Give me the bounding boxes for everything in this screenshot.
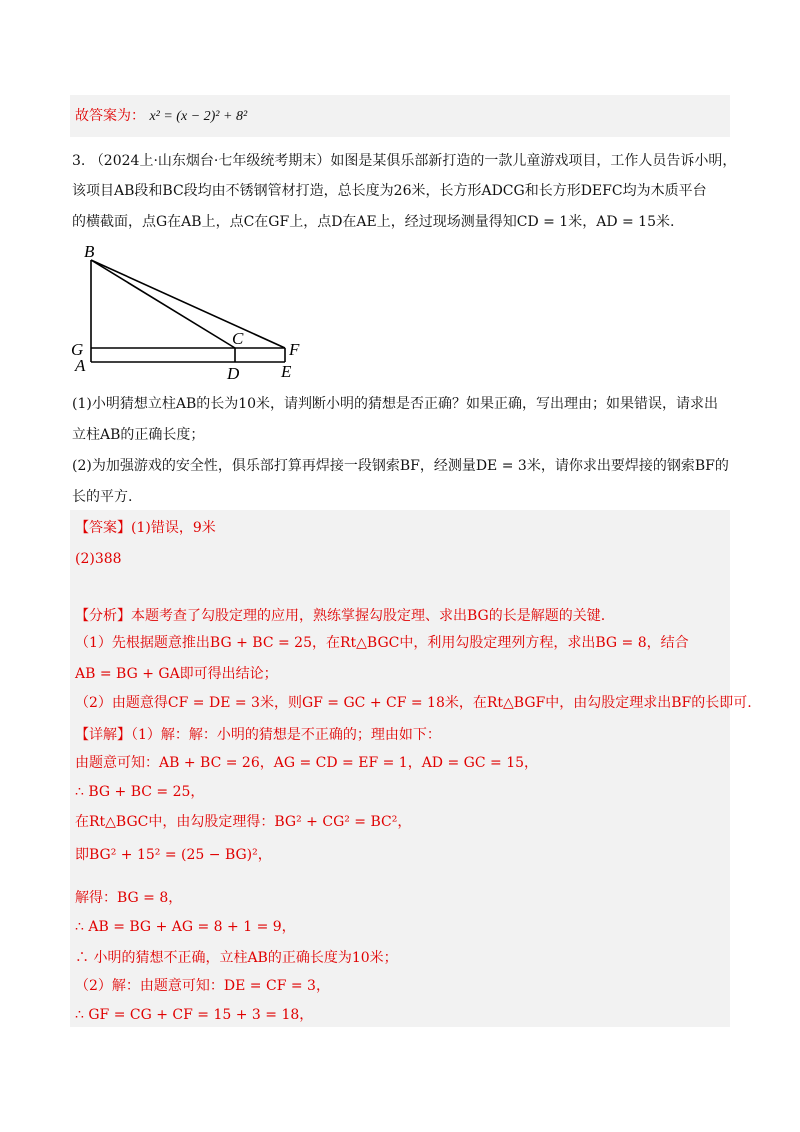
analysis-step-1: （1）先根据题意推出BG + BC = 25，在Rt△BGC中，利用勾股定理列方程，求出BG = 8，结合 (75, 635, 689, 651)
analysis-step-1b: AB = BG + GA即可得出结论； (75, 666, 278, 682)
detail-step-f: ∴ AB = BG + AG = 8 + 1 = 9， (75, 919, 296, 935)
problem-line-3: 的横截面，点G在AB上，点C在GF上，点D在AE上，经过现场测量得知CD = 1米，AD = 15米. (72, 214, 675, 230)
analysis-title: 【分析】本题考查了勾股定理的应用，熟练掌握勾股定理、求出BG的长是解题的关键. (75, 608, 606, 624)
problem-line-2: 该项目AB段和BC段均由不锈钢管材打造，总长度为26米，长方形ADCG和长方形DEFC均为木质平台 (72, 183, 707, 199)
label-C: C (232, 329, 244, 348)
segment-BF (91, 260, 285, 348)
geometry-figure (60, 240, 320, 380)
label-B: B (84, 242, 95, 261)
analysis-step-2: （2）由题意得CF = DE = 3米，则GF = GC + CF = 18米，在Rt△BGF中，由勾股定理求出BF的长即可. (75, 695, 752, 711)
previous-answer-label: 故答案为： (75, 108, 145, 124)
previous-answer-formula: x² = (x − 2)² + 8² (149, 109, 248, 124)
answer-line-2: (2)388 (75, 551, 122, 567)
detail-step-e: 解得：BG = 8， (75, 890, 183, 906)
detail-title: 【详解】（1）解：解：小明的猜想是不正确的；理由如下： (75, 727, 441, 743)
label-E: E (281, 362, 292, 380)
detail-step-g: ∴ 小明的猜想不正确，立柱AB的正确长度为10米； (75, 950, 398, 966)
detail-step-d: 即BG² + 15² = (25 − BG)²， (75, 847, 272, 863)
label-A: A (75, 356, 86, 375)
answer-line-1: 【答案】(1)错误，9米 (75, 520, 216, 536)
question-1-line-1: (1)小明猜想立柱AB的长为10米，请判断小明的猜想是否正确？如果正确，写出理由；如果错误，请求出 (72, 396, 719, 412)
detail-step-a: 由题意可知：AB + BC = 26，AG = CD = EF = 1，AD = GC = 15， (75, 755, 539, 771)
detail-step-c: 在Rt△BGC中，由勾股定理得：BG² + CG² = BC²， (75, 814, 412, 830)
detail-step-b: ∴ BG + BC = 25， (75, 784, 205, 800)
label-F: F (289, 340, 300, 359)
label-D: D (227, 364, 240, 380)
problem-number: 3. (72, 153, 86, 169)
label-G: G (71, 340, 84, 359)
question-2-line-1: (2)为加强游戏的安全性，俱乐部打算再焊接一段钢索BF，经测量DE = 3米，请你求出要焊接的钢索BF的 (72, 458, 729, 474)
detail-step-i: ∴ GF = CG + CF = 15 + 3 = 18， (75, 1007, 314, 1023)
question-2-line-2: 长的平方. (72, 489, 133, 505)
question-1-line-2: 立柱AB的正确长度； (72, 427, 205, 443)
detail-step-h: （2）解：由题意可知：DE = CF = 3， (75, 978, 330, 994)
problem-text-1: （2024上·山东烟台·七年级统考期末）如图是某俱乐部新打造的一款儿童游戏项目，工作人员告诉小明， (89, 153, 737, 169)
previous-answer (75, 106, 247, 127)
segment-BC (91, 260, 235, 348)
problem-line-1 (72, 151, 736, 171)
